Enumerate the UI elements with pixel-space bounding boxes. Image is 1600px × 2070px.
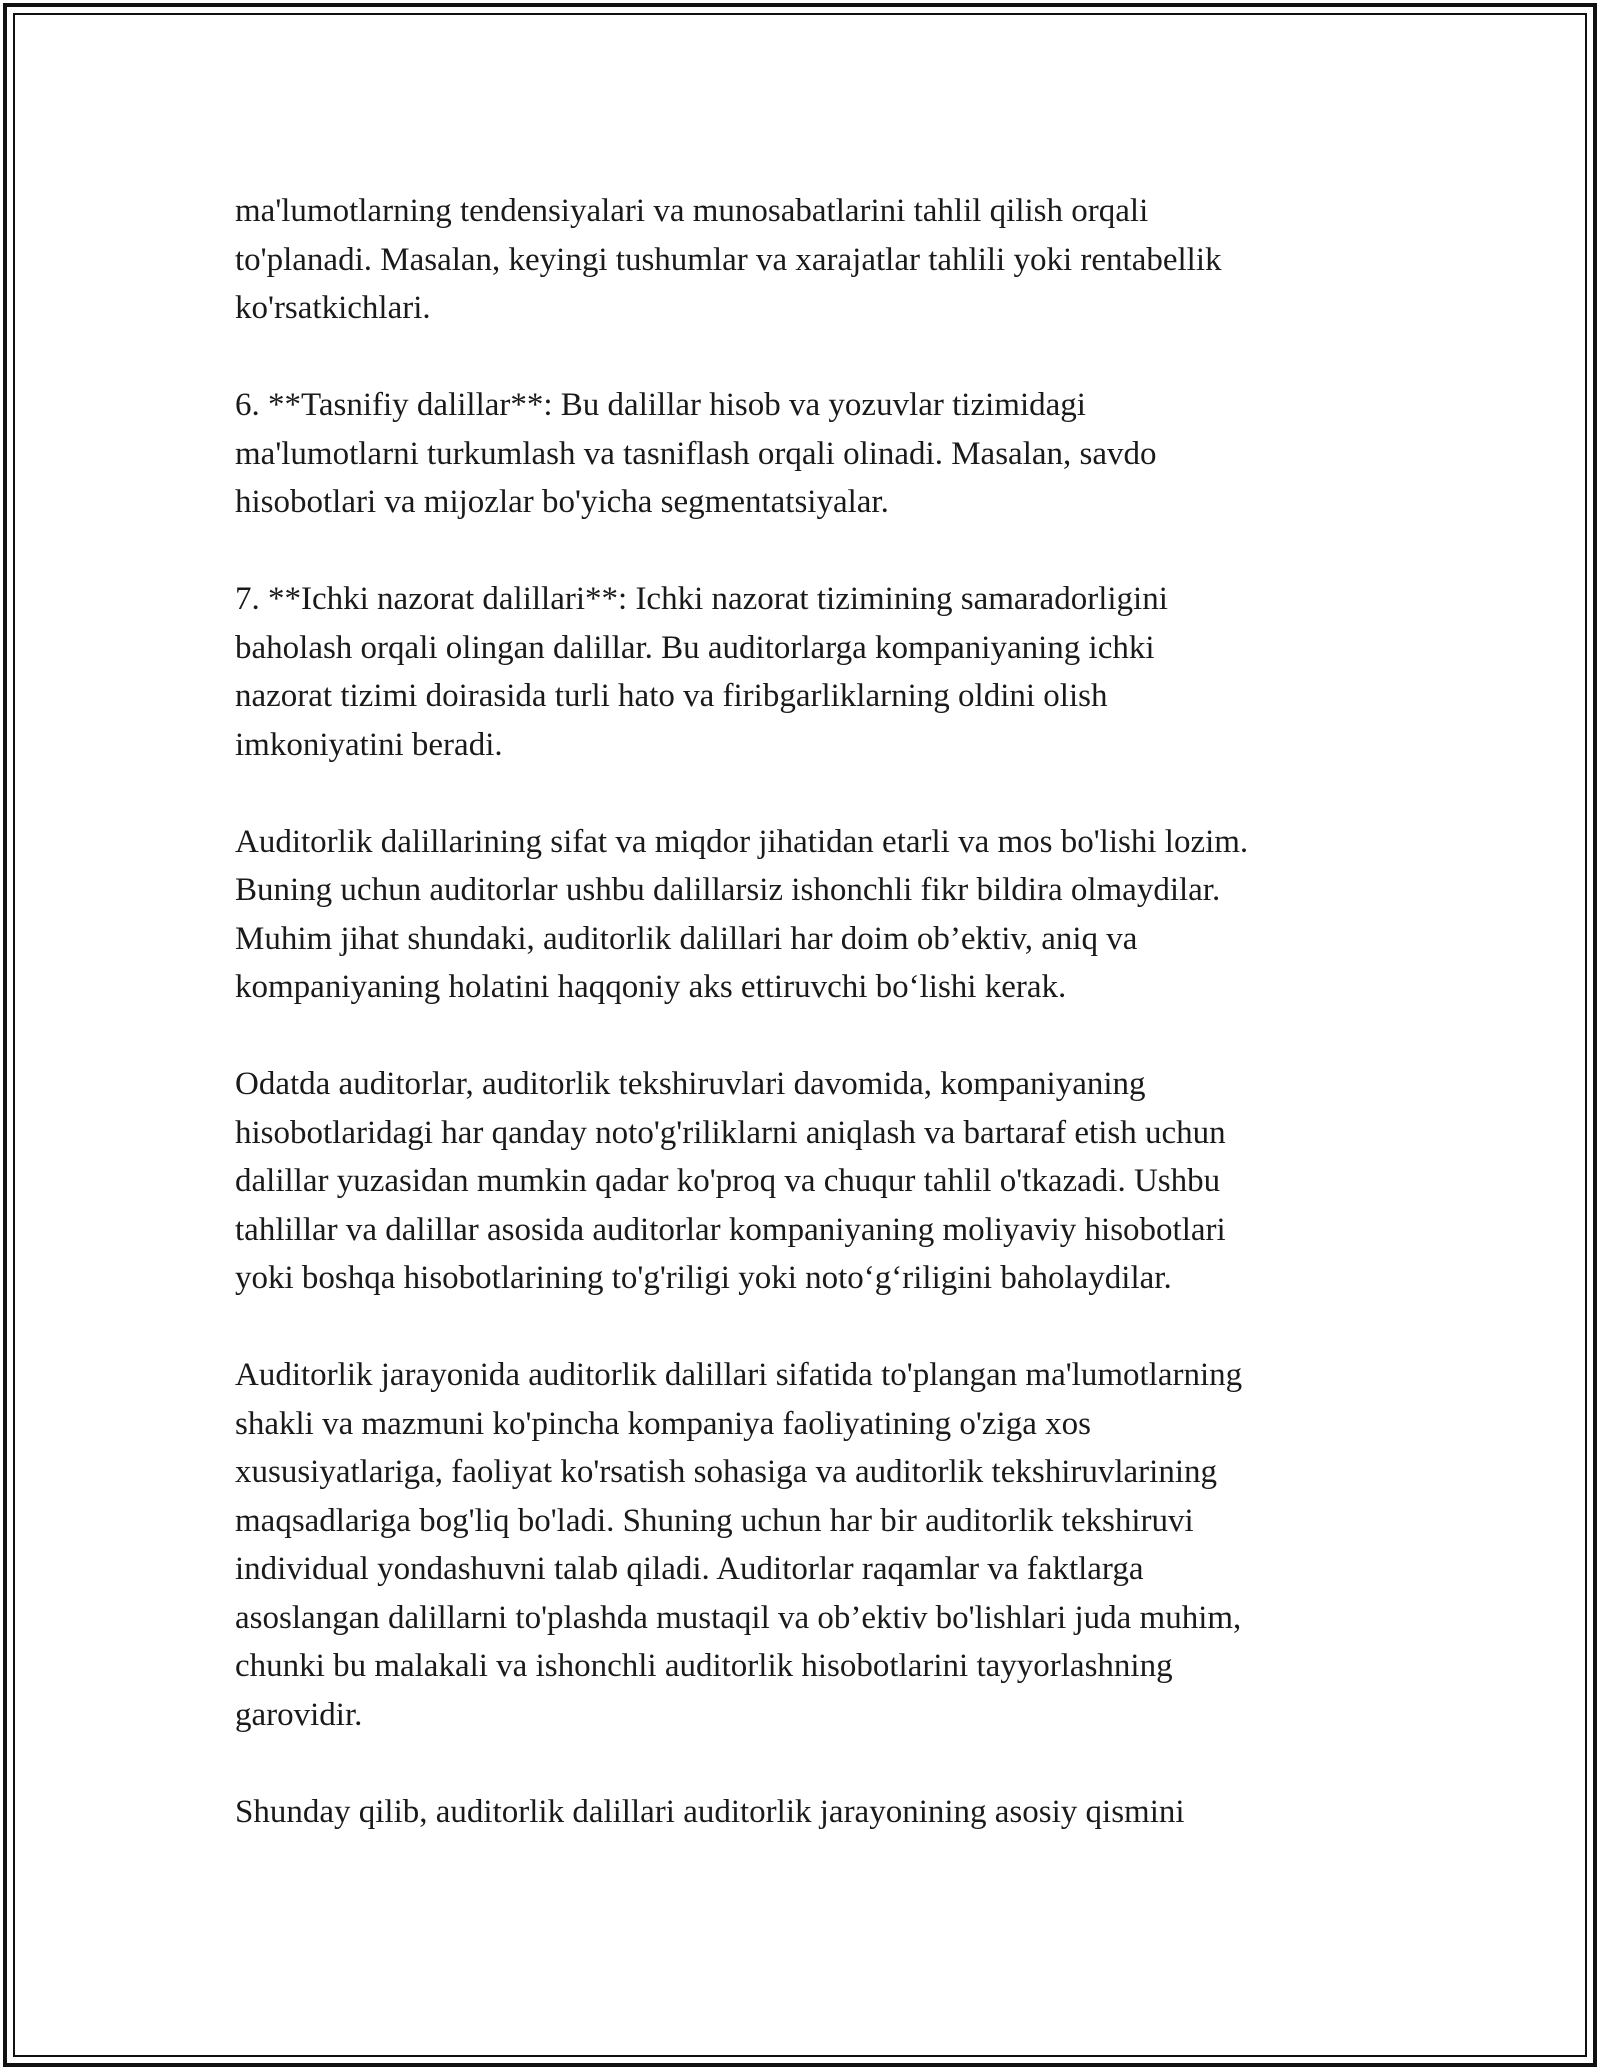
paragraph-sufficiency: Auditorlik dalillarining sifat va miqdor jihatidan etarli va mos bo'lishi lozim. Buning uchun auditorlar ushbu dalillarsiz ishonchli fikr bildira olmaydilar. Muhim jihat shundaki, auditorlik dalillari har doim ob’ektiv, aniq va kompaniyaning holatini haqqoniy aks ettiruvchi bo‘lishi kerak. [235, 823, 1249, 1005]
paragraph-item-7: 7. **Ichki nazorat dalillari**: Ichki nazorat tizimining samaradorligini baholash orqali olingan dalillar. Bu auditorlarga kompaniyaning ichki nazorat tizimi doirasida turli hato va firibgarliklarning oldini olish imkoniyatini beradi. [235, 581, 1168, 763]
paragraph-item-6: 6. **Tasnifiy dalillar**: Bu dalillar hisob va yozuvlar tizimidagi ma'lumotlarni turkumlash va tasniflash orqali olinadi. Masalan, savdo hisobotlari va mijozlar bo'yicha segmentatsiyalar. [235, 387, 1157, 520]
document-body [235, 187, 1395, 1885]
paragraph-analysis: Odatda auditorlar, auditorlik tekshiruvlari davomida, kompaniyaning hisobotlaridagi har qanday noto'g'riliklarni aniqlash va bartaraf etish uchun dalillar yuzasidan mumkin qadar ko'proq va chuqur tahlil o'tkazadi. Ushbu tahlillar va dalillar asosida auditorlar kompaniyaning moliyaviy hisobotlari yoki boshqa hisobotlarining to'g'riligi yoki noto‘g‘riligini baholaydilar. [235, 1066, 1226, 1296]
paragraph-conclusion: Shunday qilib, auditorlik dalillari auditorlik jarayonining asosiy qismini [235, 1793, 1185, 1830]
paragraph-process: Auditorlik jarayonida auditorlik dalillari sifatida to'plangan ma'lumotlarning shakli va mazmuni ko'pincha kompaniya faoliyatining o'ziga xos xususiyatlariga, faoliyat ko'rsatish sohasiga va auditorlik tekshiruvlarining maqsadlariga bog'liq bo'ladi. Shuning uchun har bir auditorlik tekshiruvi individual yondashuvni talab qiladi. Auditorlar raqamlar va faktlarga asoslangan dalillarni to'plashda mustaqil va ob’ektiv bo'lishlari juda muhim, chunki bu malakali va ishonchli auditorlik hisobotlarini tayyorlashning garovidir. [235, 1357, 1243, 1733]
paragraph-continuation: ma'lumotlarning tendensiyalari va munosabatlarini tahlil qilish orqali to'planadi. Masalan, keyingi tushumlar va xarajatlar tahlili yoki rentabellik ko'rsatkichlari. [235, 193, 1222, 326]
